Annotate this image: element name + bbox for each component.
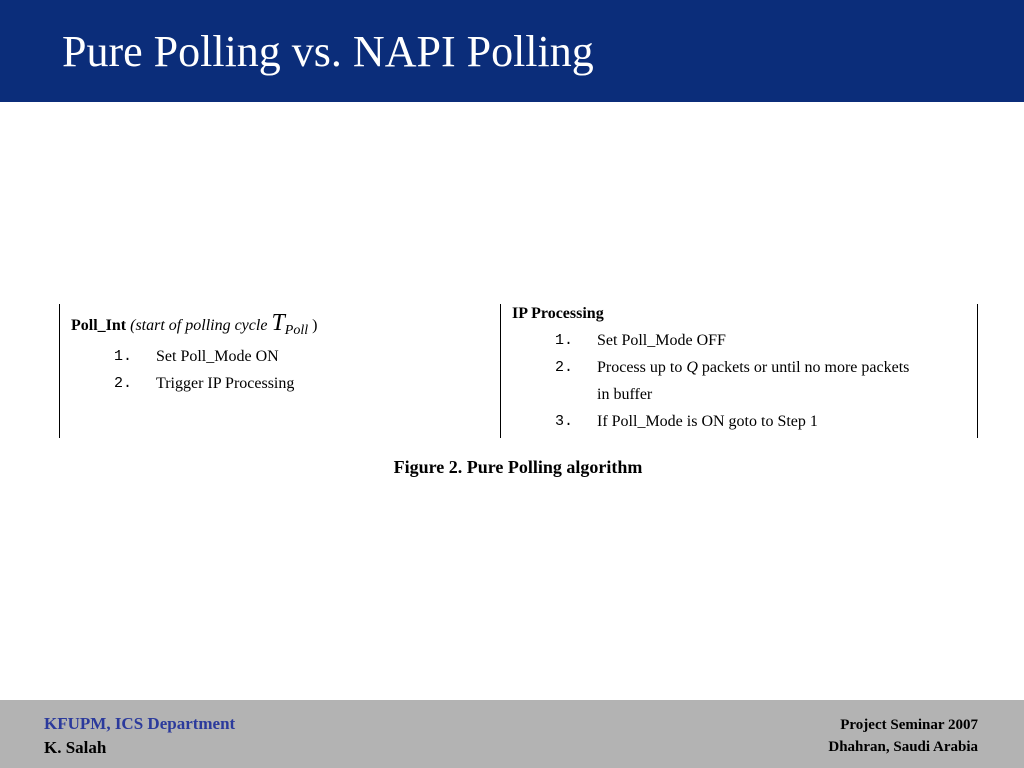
footer-location: Dhahran, Saudi Arabia bbox=[828, 739, 978, 755]
poll-int-note: (start of polling cycle bbox=[130, 317, 268, 334]
t-poll-symbol: $T_{Poll}$ bbox=[271, 310, 309, 338]
footer-left bbox=[44, 712, 235, 760]
footer-event: Project Seminar 2007 bbox=[840, 717, 978, 733]
poll-int-note-close: ) bbox=[312, 317, 318, 334]
footer-department: KFUPM, ICS Department bbox=[44, 714, 236, 733]
figure-caption: Figure 2. Pure Polling algorithm bbox=[393, 457, 643, 477]
algorithm-figure: Poll_Int (start of polling cycle $T_{Poll}$ ) 1. Set Poll_Mode ON 2. Trigger IP Processing IP Processing 1. Set Poll_Mode OFF 2. Process up to Q packets or until no more packets in buffer 3. If Poll_Mode is ON goto to Step 1 Figure 2. Pure Polling algorithm bbox=[0, 0, 1024, 768]
ip-processing-heading: IP Processing bbox=[512, 305, 604, 322]
figure-left-border bbox=[59, 304, 60, 438]
footer-author: K. Salah bbox=[44, 738, 107, 757]
poll-int-heading bbox=[71, 310, 318, 341]
slide-title: Pure Polling vs. NAPI Polling bbox=[62, 27, 594, 76]
figure-column-divider bbox=[500, 304, 501, 438]
footer-right bbox=[828, 714, 978, 758]
figure-right-border bbox=[977, 304, 978, 438]
poll-int-label: Poll_Int bbox=[71, 317, 127, 334]
